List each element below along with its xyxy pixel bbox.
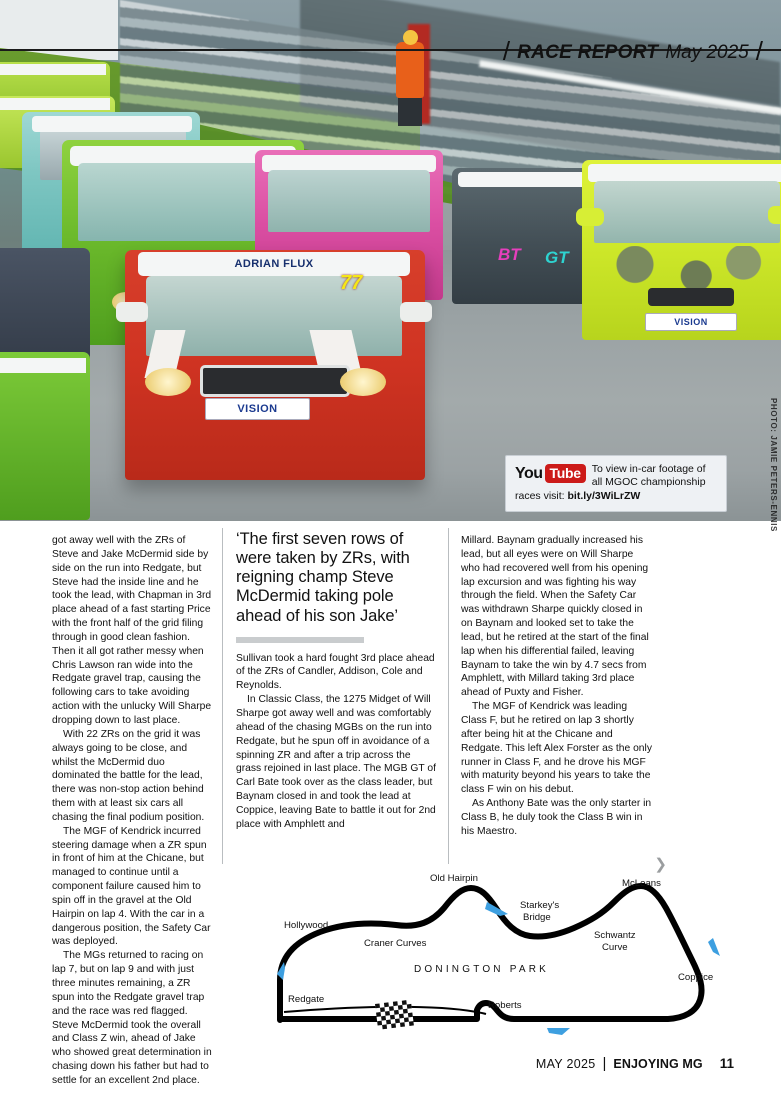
page-footer [536,1055,734,1072]
youtube-callout[interactable] [505,455,727,512]
youtube-logo-you: You [515,464,543,482]
car-letters-purple: BT [498,245,521,264]
camo-patch [600,246,775,292]
page-header [502,36,763,66]
footer-page-number: 11 [719,1056,734,1071]
car-mirror-right [400,302,432,322]
column-2 [222,528,448,864]
car-sunstrip [0,64,106,75]
race-photo [0,0,781,521]
map-label-craner-curves: Craner Curves [364,938,427,949]
paragraph: As Anthony Bate was the only starter in Class B, he duly took the Class B win in his Maestro. [461,798,652,837]
footer-divider: | [602,1055,607,1072]
page-title: RACE REPORT [517,42,659,63]
youtube-logo [515,463,586,483]
map-label-roberts: Roberts [488,1000,522,1011]
youtube-callout-text [592,463,706,489]
pull-quote: ‘The first seven rows of were taken by ZRs, with reigning champ Steve McDermid taking pole ahead of his son Jake’ [236,530,410,625]
youtube-line-2: all MGOC championship [591,476,706,489]
car-letters-teal: GT [545,248,569,267]
paragraph: With 22 ZRs on the grid it was always going to be close, and whilst the McDermid duo dominated the battle for the lead, there was non-stop action behind them with at least six cars all chasing the final podium position. [52,728,205,823]
youtube-visit-label: races visit: [515,490,568,503]
paragraph: Millard. Baynam gradually increased his lead, but all eyes were on Will Sharpe who had recovered well from his opening lap excursion and was fighting his way through the field. When the Safety Car was withdrawn Sharpe quickly closed in on Baynam and looked set to take the lead, but he retired at the start of the final lap when his differential failed, leaving Baynam to take the win by 4.7 secs from Amphlett, with Millard taking 3rd place ahead of Puxty and Fisher. [461,535,649,699]
race-car-green-low [0,352,90,520]
pull-quote-rule [236,637,364,643]
car-sunstrip [32,116,192,132]
header-month: May 2025 [665,42,749,63]
car-mirror-yellow-r [768,206,781,224]
map-label-circuit-name: DONINGTON PARK [414,964,549,975]
plate-text: VISION [237,403,278,415]
column-1 [0,528,222,1086]
map-label-starkeys: Starkey's [520,900,560,911]
footer-month: MAY 2025 [535,1056,596,1071]
map-label-schwantz: Schwantz [594,930,636,941]
map-label-coppice: Coppice [678,972,714,983]
car-headlight-red-l [145,368,191,396]
car-mirror-left [116,302,148,322]
map-label-curve: Curve [602,942,628,953]
paragraph: The MGs returned to racing on lap 7, but on lap 9 and with just three minutes remaining, a ZR spun into the Redgate gravel trap and the race was red flagged. Steve McDermid took the overall and Class Z win, ahead of Jake who showed great determination in chasing down his father but had to settle for an excellent 2nd place. [52,950,212,1086]
car-number-red: 77 [340,272,363,294]
car-windscreen-yellow [594,181,780,243]
column-3-text [461,534,653,839]
paragraph: In Classic Class, the 1275 Midget of Will Sharpe got away well and was comfortably ahead of the chasing MGBs on the run into Redgate, but he spun off in avoidance of a spinning ZR and after a trip across the grass rejoined in last place. The MGB GT of Carl Bate took over as the class leader, but Baynam closed in and took the lead at Coppice, leaving Bate to battle it out for 2nd place with Amphlett and [236,694,436,830]
paragraph: The MGF of Kendrick incurred steering damage when a ZR spun in front of him at the Chicane, but managed to continue until a component failure caused him to spin off in the gravel at the Old Hairpin on lap 4. With the car in a dangerous position, the Safety Car was deployed. [52,825,211,948]
paragraph: The MGF of Kendrick was leading Class F, but he retired on lap 3 shortly after being hit at the Chicane and Redgate. This left Alex Forster as the only runner in Class F, and he drove his MGF with maturity beyond his years to take the class F win on his debut. [461,701,652,796]
car-windscreen-red [146,276,402,356]
car-plate-red [205,398,310,420]
car-sunstrip [0,358,86,373]
map-label-bridge: Bridge [523,912,551,923]
circuit-map [272,862,742,1042]
car-sunstrip-adrian-flux [138,252,410,276]
header-slash-left: / [502,36,511,66]
youtube-line-1: To view in-car footage of [591,463,706,475]
car-headlight-red-r [340,368,386,396]
column-3 [448,528,693,873]
header-slash-right: / [755,36,763,66]
column-2-text [236,652,436,832]
youtube-short-link[interactable]: bit.ly/3WiLrZW [567,490,641,503]
paragraph: got away well with the ZRs of Steve and Jake McDermid side by side on the run into Redgate, but Steve had the inside line and he took the lead, with Chapman in 3rd place ahead of a fast starting Price with the front half of the grid filing through in good clean fashion. Then it all got rather messy when Chris Lawson ran wide into the Redgate gravel trap, causing the following cars to take avoiding action with the unlucky Will Sharpe dropping down to last place. [52,535,212,726]
start-finish-flag [375,1000,414,1030]
continue-arrow-icon: ❯ [654,856,667,873]
footer-magazine: ENJOYING MG [613,1056,703,1071]
car-sunstrip [0,98,110,110]
plate-text: VISION [674,317,708,327]
car-grille-yellow [648,288,734,306]
map-label-old-hairpin: Old Hairpin [430,873,478,884]
paragraph: Sullivan took a hard fought 3rd place ahead of the ZRs of Candler, Addison, Cole and Reynolds. [236,652,435,692]
map-label-mcleans: McLeans [622,878,661,889]
youtube-line-3 [515,490,718,503]
youtube-logo-tube: Tube [545,464,586,483]
map-label-hollywood: Hollywood [284,920,329,931]
car-windscreen [268,170,430,232]
photo-credit: PHOTO: JAMIE PETERS-ENNIS [769,398,778,532]
car-sunstrip [588,164,781,182]
map-label-redgate: Redgate [288,994,325,1005]
car-mirror-yellow-l [576,208,604,226]
car-plate-yellow [645,313,737,331]
column-1-text [52,534,212,1088]
car-grille-red [200,365,350,397]
sponsor-banner-text: ADRIAN FLUX [234,258,314,270]
marshal-head [403,30,418,45]
